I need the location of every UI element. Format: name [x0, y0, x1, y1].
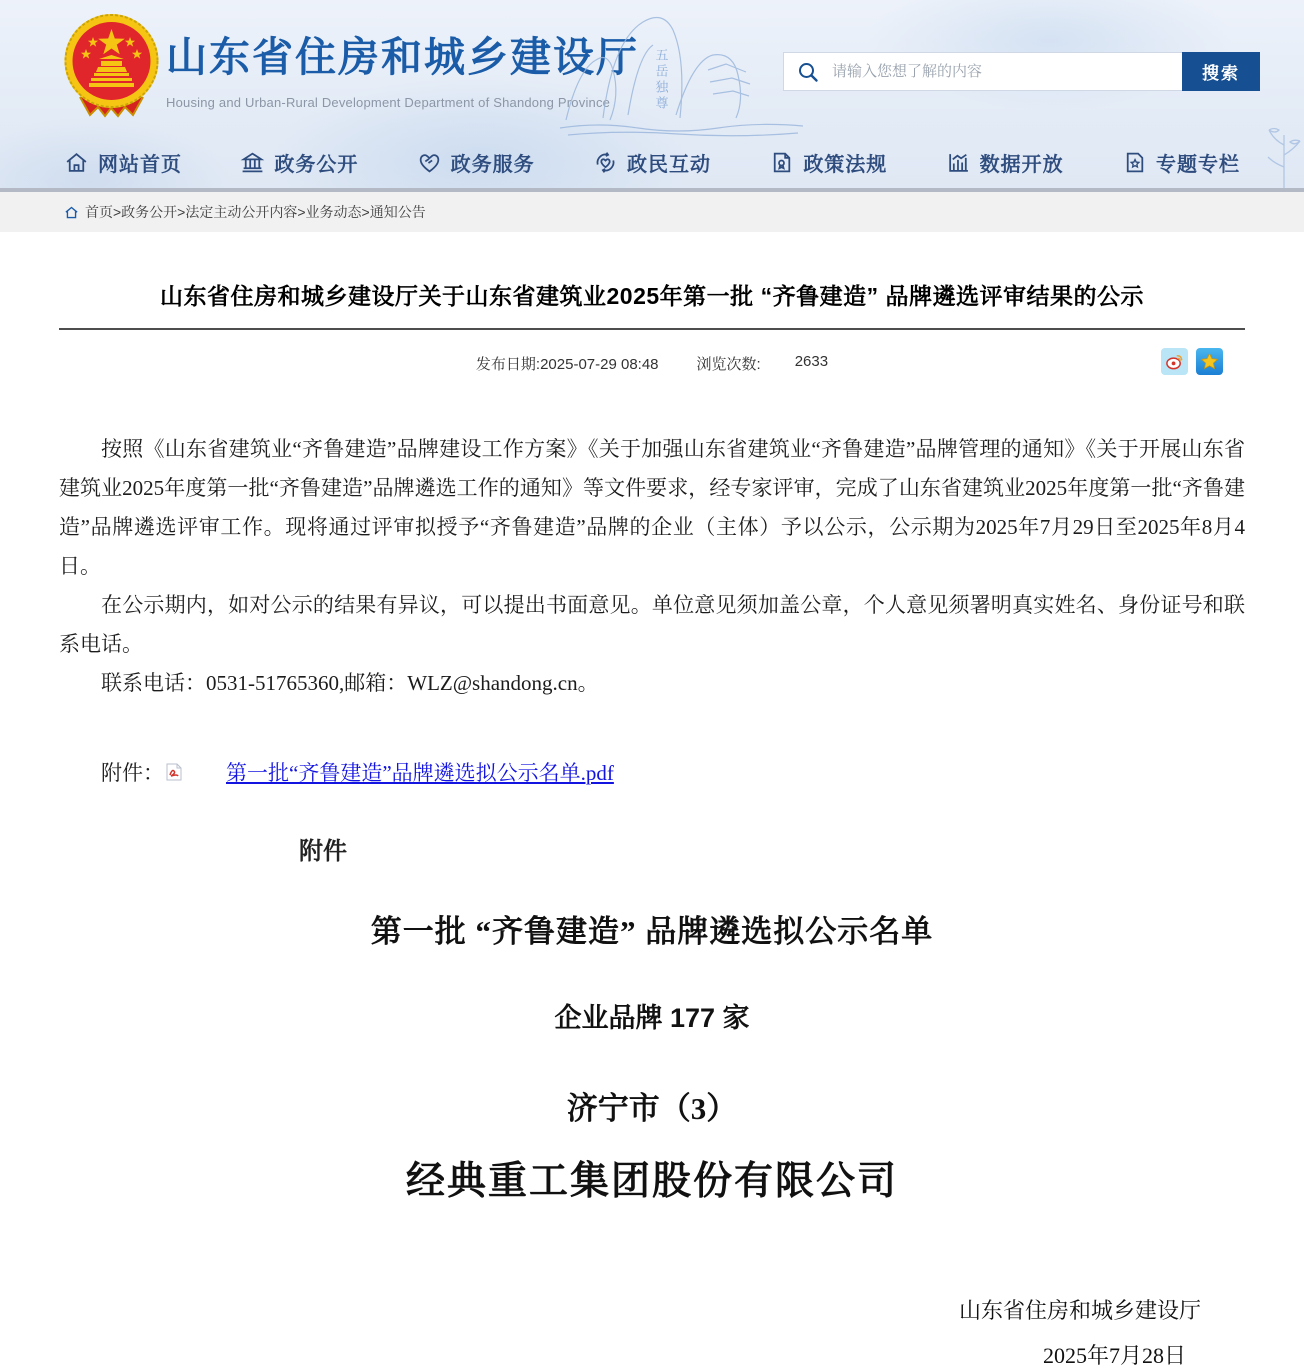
nav-item-label: 政民互动: [626, 154, 711, 176]
doc-sign-date: 2025年7月28日: [1042, 1343, 1186, 1368]
nav-item-gov-open[interactable]: [240, 148, 358, 177]
site-title: 山东省住房和城乡建设厅: [166, 34, 639, 80]
share-icons: [1161, 348, 1223, 375]
home-icon: [64, 150, 89, 175]
site-header: [0, 0, 1304, 137]
views-count: 2633: [794, 352, 829, 370]
nav-item-label: 数据开放: [979, 154, 1064, 176]
doc-company-name: 经典重工集团股份有限公司: [405, 1160, 898, 1203]
nav-item-label: 网站首页: [98, 154, 182, 176]
doc-annex-label: 附件: [299, 838, 347, 865]
national-emblem-logo: [60, 11, 163, 118]
breadcrumb[interactable]: [64, 202, 426, 222]
document-star-icon: [1122, 150, 1147, 175]
search-icon: [784, 53, 832, 90]
nav-item-gov-service[interactable]: [417, 148, 535, 177]
page-header-area: [0, 0, 1304, 192]
breadcrumb-home-icon: [64, 205, 79, 220]
bar-chart-icon: [946, 150, 971, 175]
document-preview: [59, 831, 1245, 1370]
seal-text: 五岳独尊: [653, 48, 669, 112]
article-content: [0, 232, 1304, 1370]
hand-heart-icon: [417, 150, 442, 175]
nav-item-label: 专题专栏: [1155, 154, 1240, 176]
nav-item-special[interactable]: [1122, 148, 1240, 177]
title-divider: [59, 328, 1245, 330]
views-label: 浏览次数:: [696, 355, 761, 373]
nav-item-home[interactable]: [64, 148, 182, 177]
article-meta: [59, 348, 1245, 378]
site-subtitle: Housing and Urban-Rural Development Department of Shandong Province: [166, 95, 611, 110]
doc-brand-count: 企业品牌 177 家: [554, 1003, 750, 1033]
doc-city-heading: 济宁市（3）: [566, 1091, 738, 1126]
search-input[interactable]: [832, 53, 1182, 90]
paragraph-1: 按照《山东省建筑业“齐鲁建造”品牌建设工作方案》《关于加强山东省建筑业“齐鲁建造”品牌管理的通知》《关于开展山东省建筑业2025年度第一批“齐鲁建造”品牌遴选工作的通知》等文件要求，经专家评审，完成了山东省建筑业2025年度第一批“齐鲁建造”品牌遴选评审工作。现将通过评审拟授予“齐鲁建造”品牌的企业（主体）予以公示，公示期为2025年7月29日至2025年8月4日。: [59, 437, 1245, 578]
bank-icon: [240, 150, 265, 175]
pdf-file-icon: [166, 763, 182, 781]
heart-cycle-icon: [593, 150, 618, 175]
nav-item-label: 政策法规: [803, 154, 888, 176]
attachment-link[interactable]: 第一批“齐鲁建造”品牌遴选拟公示名单.pdf: [226, 761, 614, 785]
paragraph-2: 在公示期内，如对公示的结果有异议，可以提出书面意见。单位意见须加盖公章，个人意见须署明真实姓名、身份证号和联系电话。: [59, 593, 1245, 656]
qzone-share-icon[interactable]: [1196, 348, 1223, 375]
contact-line: 联系电话：0531-51765360,邮箱：WLZ@shandong.cn。: [101, 671, 599, 695]
article-body: [59, 430, 1245, 703]
site-search: [783, 52, 1260, 91]
doc-title: 第一批 “齐鲁建造” 品牌遴选拟公示名单: [370, 914, 934, 949]
nav-item-label: 政务服务: [450, 154, 535, 176]
attachment-row: [59, 757, 1245, 787]
nav-item-policy[interactable]: [769, 148, 887, 177]
publish-date: 发布日期:2025-07-29 08:48: [475, 355, 659, 373]
nav-item-label: 政务公开: [274, 154, 359, 176]
search-button[interactable]: 搜索: [1182, 52, 1260, 91]
article-title: 山东省住房和城乡建设厅关于山东省建筑业2025年第一批 “齐鲁建造” 品牌遴选评审结果的公示: [160, 283, 1144, 309]
breadcrumb-bar: [0, 192, 1304, 232]
document-seal-icon: [769, 150, 794, 175]
weibo-share-icon[interactable]: [1161, 348, 1188, 375]
doc-signature: 山东省住房和城乡建设厅: [958, 1298, 1201, 1323]
breadcrumb-path: 首页>政务公开>法定主动公开内容>业务动态>通知公告: [85, 204, 426, 220]
nav-item-data[interactable]: [946, 148, 1064, 177]
main-nav: [0, 137, 1304, 188]
nav-item-interaction[interactable]: [593, 148, 711, 177]
attachment-label: 附件：: [101, 761, 164, 785]
